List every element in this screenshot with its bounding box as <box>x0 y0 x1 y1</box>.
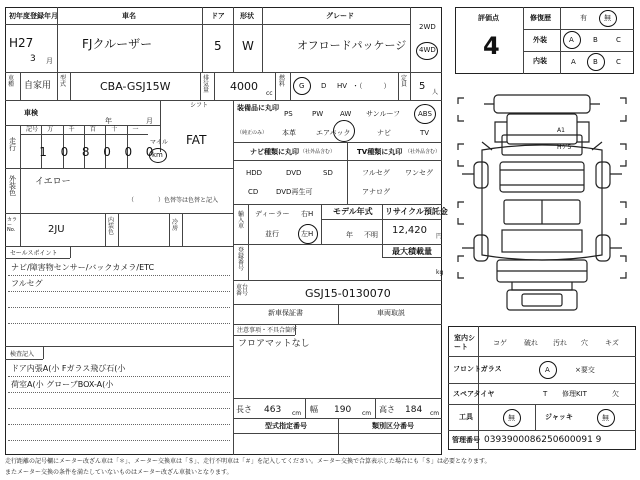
repair-no: 無 <box>604 14 611 22</box>
navi-dvd-play: DVD再生可 <box>276 188 313 196</box>
odometer-unit-label: 千 <box>68 126 75 133</box>
recycle-label: リサイクル預託金 <box>385 207 448 216</box>
capacity-label: 定員 <box>401 75 408 88</box>
height-label: 高さ <box>379 405 395 414</box>
footer-line-2: またメーター交換の条件を満たしていないものはメーター改ざん車扱いとなります。 <box>5 469 233 476</box>
type-designation-label: 型式指定番号 <box>265 422 307 430</box>
displacement: 4000 <box>230 80 258 93</box>
navi-cd: CD <box>248 188 259 196</box>
attention-text: フロアマットなし <box>238 339 310 349</box>
interior-sheet-label: 室内シート <box>454 334 475 352</box>
width-cm: cm <box>362 410 372 417</box>
height-cm: cm <box>430 410 440 417</box>
navi-sub: （社外品含む） <box>300 149 336 155</box>
inspection-label: 車検 <box>24 109 38 117</box>
car-manual: 車両取説 <box>377 309 405 317</box>
mile-unit: マイル <box>150 139 168 146</box>
sales-line-1: ナビ/障害物センサー/バックカメラ/ETC <box>11 263 155 272</box>
reg-month-unit: 月 <box>46 57 53 65</box>
attention-label: 注意事項・不具合箇所 <box>237 327 298 334</box>
displacement-label: 排気量 <box>203 75 210 94</box>
inspector-notes-label: 検査記入 <box>10 351 35 358</box>
registration-label: 登録番号 <box>238 247 245 272</box>
equip-sunroof: サンルーフ <box>366 110 401 118</box>
grade-label: グレード <box>326 12 354 20</box>
navi-label: ナビ種類に丸印 <box>250 148 299 156</box>
length-cm: cm <box>292 410 302 417</box>
fuel-other: ・（ ） <box>352 82 391 90</box>
sales-points-label: セールスポイント <box>10 250 58 257</box>
odometer-unit-label: 一 <box>132 126 139 133</box>
repair-label: 修復歴 <box>530 14 551 22</box>
km-unit: km <box>152 151 163 159</box>
odometer-unit-label: 十 <box>111 126 118 133</box>
tv-analog: アナログ <box>362 188 390 196</box>
reg-date-label: 初年度登録年月 <box>9 12 58 20</box>
notes-line-2: 荷室A(小 グローブBOX-A(小 <box>11 380 114 389</box>
drive-4wd: 4WD <box>419 46 436 54</box>
int-label: 内装 <box>533 57 547 65</box>
tv-label: TV種類に丸印 <box>357 148 403 156</box>
model-year-label: モデル年式 <box>333 207 373 216</box>
reg-year: H27 <box>9 36 34 50</box>
management-value: 0393900086250600091 9 <box>484 435 602 445</box>
damage-note-h: Hゲ5 <box>557 144 572 151</box>
equip-aw: AW <box>340 110 352 118</box>
import-left: 左H <box>301 230 314 238</box>
import-parallel: 並行 <box>265 230 279 238</box>
equip-ps: PS <box>284 110 293 118</box>
tv-oneseg: ワンセグ <box>405 169 433 177</box>
int-grade-b: B <box>593 58 598 66</box>
repair-yes: 有 <box>580 14 587 22</box>
mileage-label: 走行 <box>9 137 16 152</box>
shape: W <box>242 39 254 53</box>
odometer-digit: 0 <box>60 145 69 159</box>
chassis: GSJ15-0130070 <box>305 287 391 300</box>
damage-note-a1: A1 <box>557 127 565 134</box>
cc-unit: cc <box>266 90 273 97</box>
grade: オフロードパッケージ <box>297 39 407 52</box>
color-change-note: （ ）色替等は色替と記入 <box>128 197 219 204</box>
new-car-warranty: 新車保証書 <box>268 309 303 317</box>
vehicle-diagram <box>452 90 632 320</box>
model-label: 型式 <box>60 75 67 88</box>
use: 自家用 <box>24 81 52 91</box>
import-dealer: ディーラー <box>255 210 290 218</box>
odometer-unit-label: 記号 <box>26 126 39 133</box>
odometer-digit: 0 <box>145 145 154 159</box>
ext-grade-c: C <box>616 36 621 44</box>
capacity: 5 <box>419 81 426 92</box>
exterior-color: イエロー <box>35 177 71 187</box>
equip-navi: ナビ <box>377 129 391 137</box>
model-year-unknown: 不明 <box>364 231 378 239</box>
equipment-sub: （純正のみ） <box>237 130 268 136</box>
inspection-year-unit: 年 <box>105 117 112 125</box>
exterior-label: 外装色 <box>9 175 16 197</box>
ext-grade-a: A <box>569 36 574 44</box>
navi-dvd: DVD <box>286 169 302 177</box>
int-grade-a: A <box>571 58 576 66</box>
ext-label: 外装 <box>533 36 547 44</box>
int-grade-c: C <box>616 58 621 66</box>
fuel-hv: HV <box>337 82 348 90</box>
fuel-g: G <box>299 82 305 90</box>
aircon-label: 冷房 <box>172 219 179 232</box>
management-label: 管理番号 <box>452 436 480 444</box>
sheet-stain: 汚れ <box>553 339 567 347</box>
odometer-digit: 1 <box>39 145 47 159</box>
score: 4 <box>483 32 500 60</box>
spare-t: T <box>543 390 548 398</box>
fuel-label: 燃料 <box>279 75 286 88</box>
max-load-unit: kg <box>436 269 444 276</box>
recycle-unit: 円 <box>436 233 443 240</box>
import-right: 右H <box>301 210 314 218</box>
equip-pw: PW <box>312 110 324 118</box>
interior-color-label: 内装色 <box>108 217 115 236</box>
odometer-unit-label: 百 <box>89 126 96 133</box>
length-label: 長さ <box>236 405 252 414</box>
navi-hdd: HDD <box>246 169 263 177</box>
shape-label: 形状 <box>240 12 254 20</box>
navi-sd: SD <box>323 169 333 177</box>
import-label: 輸入車 <box>238 211 245 230</box>
capacity-unit: 人 <box>432 89 439 96</box>
equipment-label: 装備品に丸印 <box>237 104 279 112</box>
ext-grade-b: B <box>593 36 598 44</box>
odometer-digit: 0 <box>124 145 133 159</box>
car-name: FJクルーザー <box>82 37 153 51</box>
model-year-unit: 年 <box>346 231 353 239</box>
height: 184 <box>405 405 423 415</box>
left-hand-circle <box>298 224 318 244</box>
sheet-burn: コゲ <box>493 339 507 347</box>
odometer-digit: 8 <box>81 145 90 159</box>
max-load-label: 最大積載量 <box>392 247 432 256</box>
footer-line-1: 走行距離の記号欄にメーター改ざん車は「＊」、メーター交換車は「＄」、走行不明車は「＃」を記入してください。メーター交換で合算表示した場合にも「＄」は必要となります。 <box>5 458 491 465</box>
score-label: 評価点 <box>478 14 499 22</box>
equip-airbag: エアバック <box>316 129 351 137</box>
tv-fullseg: フルセグ <box>362 169 390 177</box>
tools-value: 無 <box>508 414 515 422</box>
jack-value: 無 <box>602 414 609 422</box>
use-label: 車種 <box>8 75 15 88</box>
class-number-label: 類別区分番号 <box>372 422 414 430</box>
sales-line-2: フルセグ <box>11 279 43 288</box>
length: 463 <box>264 405 282 415</box>
spare-tire-label: スペアタイヤ <box>453 390 495 398</box>
equip-leather: 本革 <box>282 129 296 137</box>
door-label: ドア <box>211 12 225 20</box>
odometer-unit-label: 万 <box>47 126 54 133</box>
front-glass-label: フロントガラス <box>453 365 502 373</box>
odometer-digit: 0 <box>103 145 111 159</box>
spare-kit: 修理KIT <box>562 390 587 398</box>
doors: 5 <box>214 39 222 53</box>
drive-2wd: 2WD <box>419 23 436 31</box>
chassis-label: 車台番号 <box>236 284 249 297</box>
model: CBA-GSJ15W <box>100 80 171 93</box>
width-label: 幅 <box>310 405 318 414</box>
spare-missing: 欠 <box>612 390 619 398</box>
shift-label: シフト <box>190 102 209 109</box>
sheet-tear: 破れ <box>524 339 538 347</box>
equip-abs: ABS <box>418 110 432 118</box>
jack-label: ジャッキ <box>545 413 573 421</box>
tv-sub: （社外品含む） <box>405 149 441 155</box>
equip-tv: TV <box>420 129 430 137</box>
color-no: 2JU <box>48 224 65 235</box>
recycle-value: 12,420 <box>392 225 427 236</box>
notes-line-1: ドア内張A(小 Fガラス飛び石(小 <box>11 364 126 373</box>
fuel-d: D <box>321 82 327 90</box>
front-glass-x: ×要交 <box>575 366 595 374</box>
width: 190 <box>334 405 352 415</box>
front-glass-a: A <box>545 366 550 374</box>
car-name-label: 車名 <box>122 12 136 20</box>
reg-month: 3 <box>30 54 36 64</box>
inspection-month-unit: 月 <box>146 117 153 125</box>
color-no-label: カラーNo. <box>7 217 18 233</box>
sheet-scratch: キズ <box>605 339 619 347</box>
sheet-hole: 穴 <box>581 339 588 347</box>
tools-label: 工具 <box>459 413 473 421</box>
shift: FAT <box>186 133 207 147</box>
